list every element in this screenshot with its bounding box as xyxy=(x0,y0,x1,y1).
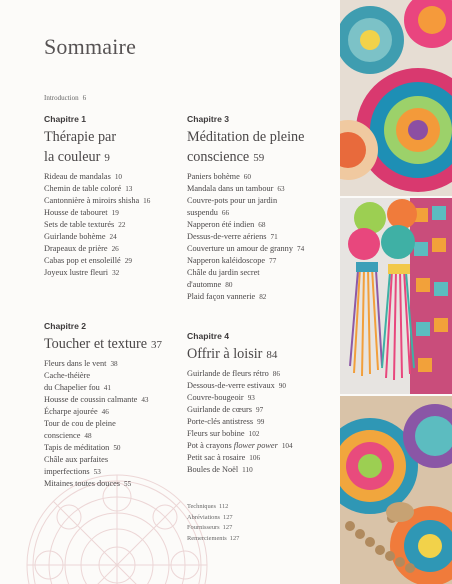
toc-entry-text: Cabas pop et ensoleillé xyxy=(44,256,121,265)
toc-entry xyxy=(44,442,162,454)
toc-entry xyxy=(187,207,304,219)
toc-entry-text: Cache-théière xyxy=(44,371,91,380)
toc-entry xyxy=(44,454,162,466)
toc-entry-text: Napperon kaléidoscope xyxy=(187,256,266,265)
chapter-page: 9 xyxy=(104,152,110,164)
toc-entry xyxy=(44,267,150,279)
toc-entry-text: Couvre-bougeoir xyxy=(187,393,244,402)
toc-entry-page: 102 xyxy=(248,430,260,438)
chapter-4 xyxy=(187,331,293,476)
toc-entry xyxy=(187,291,304,303)
toc-entry xyxy=(187,231,304,243)
intro-page: 6 xyxy=(82,94,87,102)
toc-entry xyxy=(187,392,293,404)
toc-entry xyxy=(44,358,162,370)
toc-entry xyxy=(44,243,150,255)
toc-entry xyxy=(187,428,293,440)
toc-entry-text: Écharpe ajourée xyxy=(44,407,98,416)
toc-entry-page: 60 xyxy=(243,173,251,181)
toc-entry-text: Tapis de méditation xyxy=(44,443,110,452)
toc-entry-text: conscience xyxy=(44,431,81,440)
toc-entry xyxy=(187,452,293,464)
toc-entry-page: 13 xyxy=(125,185,133,193)
toc-entry-page: 46 xyxy=(101,408,109,416)
toc-entry xyxy=(187,416,293,428)
toc-entry xyxy=(187,368,293,380)
toc-entry-page: 93 xyxy=(247,394,255,402)
toc-entry xyxy=(187,171,304,183)
toc-entry-page: 26 xyxy=(111,245,119,253)
toc-entry xyxy=(187,404,293,416)
toc-entry-text: Châle aux parfaites xyxy=(44,455,109,464)
back-matter-entry xyxy=(187,534,239,545)
photo-crochet-balls xyxy=(340,0,452,196)
chapter-title xyxy=(44,334,162,355)
back-matter-entry xyxy=(187,513,239,524)
toc-entry-page: 38 xyxy=(110,360,118,368)
chapter-1 xyxy=(44,114,150,279)
photo-tassels-pompoms xyxy=(340,198,452,394)
toc-entry-page: 63 xyxy=(277,185,285,193)
toc-entry xyxy=(187,464,293,476)
toc-entry-text: Sets de table texturés xyxy=(44,220,115,229)
toc-entry-text: Guirlande de cœurs xyxy=(187,405,252,414)
toc-entry xyxy=(44,231,150,243)
back-matter xyxy=(187,502,239,544)
toc-entry-text: Rideau de mandalas xyxy=(44,172,111,181)
toc-entry xyxy=(187,243,304,255)
toc-entry-page: 24 xyxy=(109,233,117,241)
toc-entry xyxy=(187,380,293,392)
toc-entry xyxy=(187,440,293,452)
toc-entry-text: suspendu xyxy=(187,208,218,217)
toc-entry xyxy=(187,195,304,207)
chapter-items xyxy=(187,368,293,476)
chapter-page: 59 xyxy=(253,152,265,164)
toc-entry-page: 55 xyxy=(124,480,132,488)
toc-entry-page: 41 xyxy=(103,384,111,392)
chapter-label: Chapitre 3 xyxy=(187,114,230,124)
toc-entry-text: Cantonnière à miroirs shisha xyxy=(44,196,140,205)
back-matter-label: Fournisseurs xyxy=(187,524,220,531)
toc-entry xyxy=(187,267,304,279)
toc-entry-page: 74 xyxy=(296,245,305,253)
toc-entry-page: 106 xyxy=(249,454,261,462)
toc-entry xyxy=(44,394,162,406)
chapter-title xyxy=(44,127,150,168)
toc-entry-text: Porte-clés antistress xyxy=(187,417,254,426)
toc-entry xyxy=(187,219,304,231)
toc-entry-text: Housse de coussin calmante xyxy=(44,395,138,404)
toc-entry-text: Joyeux lustre fleuri xyxy=(44,268,109,277)
toc-entry-text: Napperon été indien xyxy=(187,220,255,229)
toc-entry-page: 16 xyxy=(143,197,151,205)
toc-entry-page: 86 xyxy=(272,370,280,378)
toc-entry xyxy=(187,255,304,267)
toc-entry-page: 90 xyxy=(278,382,286,390)
chapter-title-line: Méditation de pleine xyxy=(187,129,305,145)
chapter-label: Chapitre 2 xyxy=(44,321,87,331)
back-matter-entry xyxy=(187,523,239,534)
toc-entry-page: 10 xyxy=(114,173,123,181)
toc-entry-text: Petit sac à rosaire xyxy=(187,453,246,462)
toc-entry xyxy=(44,171,150,183)
chapter-items xyxy=(187,171,304,303)
intro-label: Introduction xyxy=(44,94,79,102)
toc-entry xyxy=(44,255,150,267)
toc-entry-text: Châle du jardin secret xyxy=(187,268,260,277)
toc-entry-page: 32 xyxy=(112,269,120,277)
toc-entry-text: Couvre-pots pour un jardin xyxy=(187,196,278,205)
toc-entry-page: 48 xyxy=(84,432,92,440)
toc-entry-text: Guirlande bohème xyxy=(44,232,106,241)
toc-entry xyxy=(187,183,304,195)
chapter-title-line: Thérapie par xyxy=(44,129,117,145)
toc-entry xyxy=(44,478,162,490)
toc-entry-text: Pot à crayons xyxy=(187,441,234,450)
toc-entry-text: Paniers bohème xyxy=(187,172,240,181)
toc-entry-text: Mandala dans un tambour xyxy=(187,184,274,193)
photo-mandala-blanket xyxy=(340,396,452,584)
toc-entry-text: d'automne xyxy=(187,280,222,289)
toc-entry-page: 71 xyxy=(270,233,278,241)
chapter-3 xyxy=(187,114,304,303)
toc-entry xyxy=(44,430,162,442)
toc-entry-text: Boules de Noël xyxy=(187,465,239,474)
chapter-title-line: conscience xyxy=(187,149,250,165)
toc-entry-page: 43 xyxy=(141,396,149,404)
chapter-items xyxy=(44,358,162,490)
toc-entry-page: 66 xyxy=(221,209,230,217)
back-matter-page: 127 xyxy=(222,524,233,531)
back-matter-label: Techniques xyxy=(187,503,217,510)
back-matter-page: 127 xyxy=(223,513,233,521)
back-matter-label: Abréviations xyxy=(187,513,221,521)
toc-entry-text: Plaid façon vannerie xyxy=(187,292,256,301)
toc-entry-text: Dessous-de-verre estivaux xyxy=(187,381,275,390)
chapter-title-line: Offrir à loisir xyxy=(187,346,263,362)
toc-entry-page: 53 xyxy=(93,468,101,476)
toc-entry-text: Drapeaux de prière xyxy=(44,244,108,253)
chapter-2 xyxy=(44,321,162,490)
toc-entry-text: Couverture un amour de granny xyxy=(187,244,293,253)
toc-entry xyxy=(44,418,162,430)
chapter-title xyxy=(187,344,293,365)
toc-entry-text: Chemin de table coloré xyxy=(44,184,122,193)
chapter-label: Chapitre 4 xyxy=(187,331,230,341)
toc-entry xyxy=(44,382,162,394)
toc-entry-page: 99 xyxy=(257,418,265,426)
toc-entry-page: 82 xyxy=(259,293,267,301)
toc-entry-page: 22 xyxy=(118,221,126,229)
toc-entry-page: 29 xyxy=(124,257,132,265)
toc-entry-page: 110 xyxy=(242,466,253,474)
toc-entry xyxy=(44,195,150,207)
toc-entry xyxy=(44,466,162,478)
page-title: Sommaire xyxy=(44,34,137,59)
toc-entry-text: du Chapelier fou xyxy=(44,383,100,392)
toc-entry xyxy=(44,183,150,195)
chapter-title-line: Toucher et texture xyxy=(44,336,147,352)
toc-entry-text: Fleurs dans le vent xyxy=(44,359,107,368)
toc-entry-text: Mitaines toutes douces xyxy=(44,479,121,488)
toc-entry-page: 80 xyxy=(225,281,233,289)
chapter-items xyxy=(44,171,150,279)
toc-entry-text: Housse de tabouret xyxy=(44,208,108,217)
toc-entry-page: 50 xyxy=(113,444,121,452)
toc-entry xyxy=(44,207,150,219)
chapter-title xyxy=(187,127,304,168)
toc-entry-text: Dessus-de-verre aériens xyxy=(187,232,267,241)
intro-entry xyxy=(44,94,86,102)
toc-entry-italic: flower power xyxy=(233,441,278,450)
chapter-title-line: la couleur xyxy=(44,149,101,165)
toc-entry xyxy=(44,370,162,382)
chapter-label: Chapitre 1 xyxy=(44,114,87,124)
back-matter-entry xyxy=(187,502,239,513)
toc-entry-text: Tour de cou de pleine xyxy=(44,419,116,428)
chapter-page: 84 xyxy=(266,349,278,361)
back-matter-page: 127 xyxy=(229,534,240,542)
toc-entry-text: Fleurs sur bobine xyxy=(187,429,245,438)
back-matter-label: Remerciements xyxy=(187,534,227,542)
toc-entry-page: 104 xyxy=(281,442,293,450)
toc-entry xyxy=(44,219,150,231)
back-matter-page: 112 xyxy=(219,503,229,510)
toc-entry-text: Guirlande de fleurs rétro xyxy=(187,369,269,378)
toc-entry-page: 68 xyxy=(258,221,266,229)
toc-entry-text: imperfections xyxy=(44,467,90,476)
toc-entry-page: 77 xyxy=(269,257,277,265)
toc-entry-page: 97 xyxy=(255,406,264,414)
chapter-page: 37 xyxy=(151,339,162,351)
toc-entry xyxy=(44,406,162,418)
toc-entry-page: 19 xyxy=(111,209,119,217)
toc-entry xyxy=(187,279,304,291)
